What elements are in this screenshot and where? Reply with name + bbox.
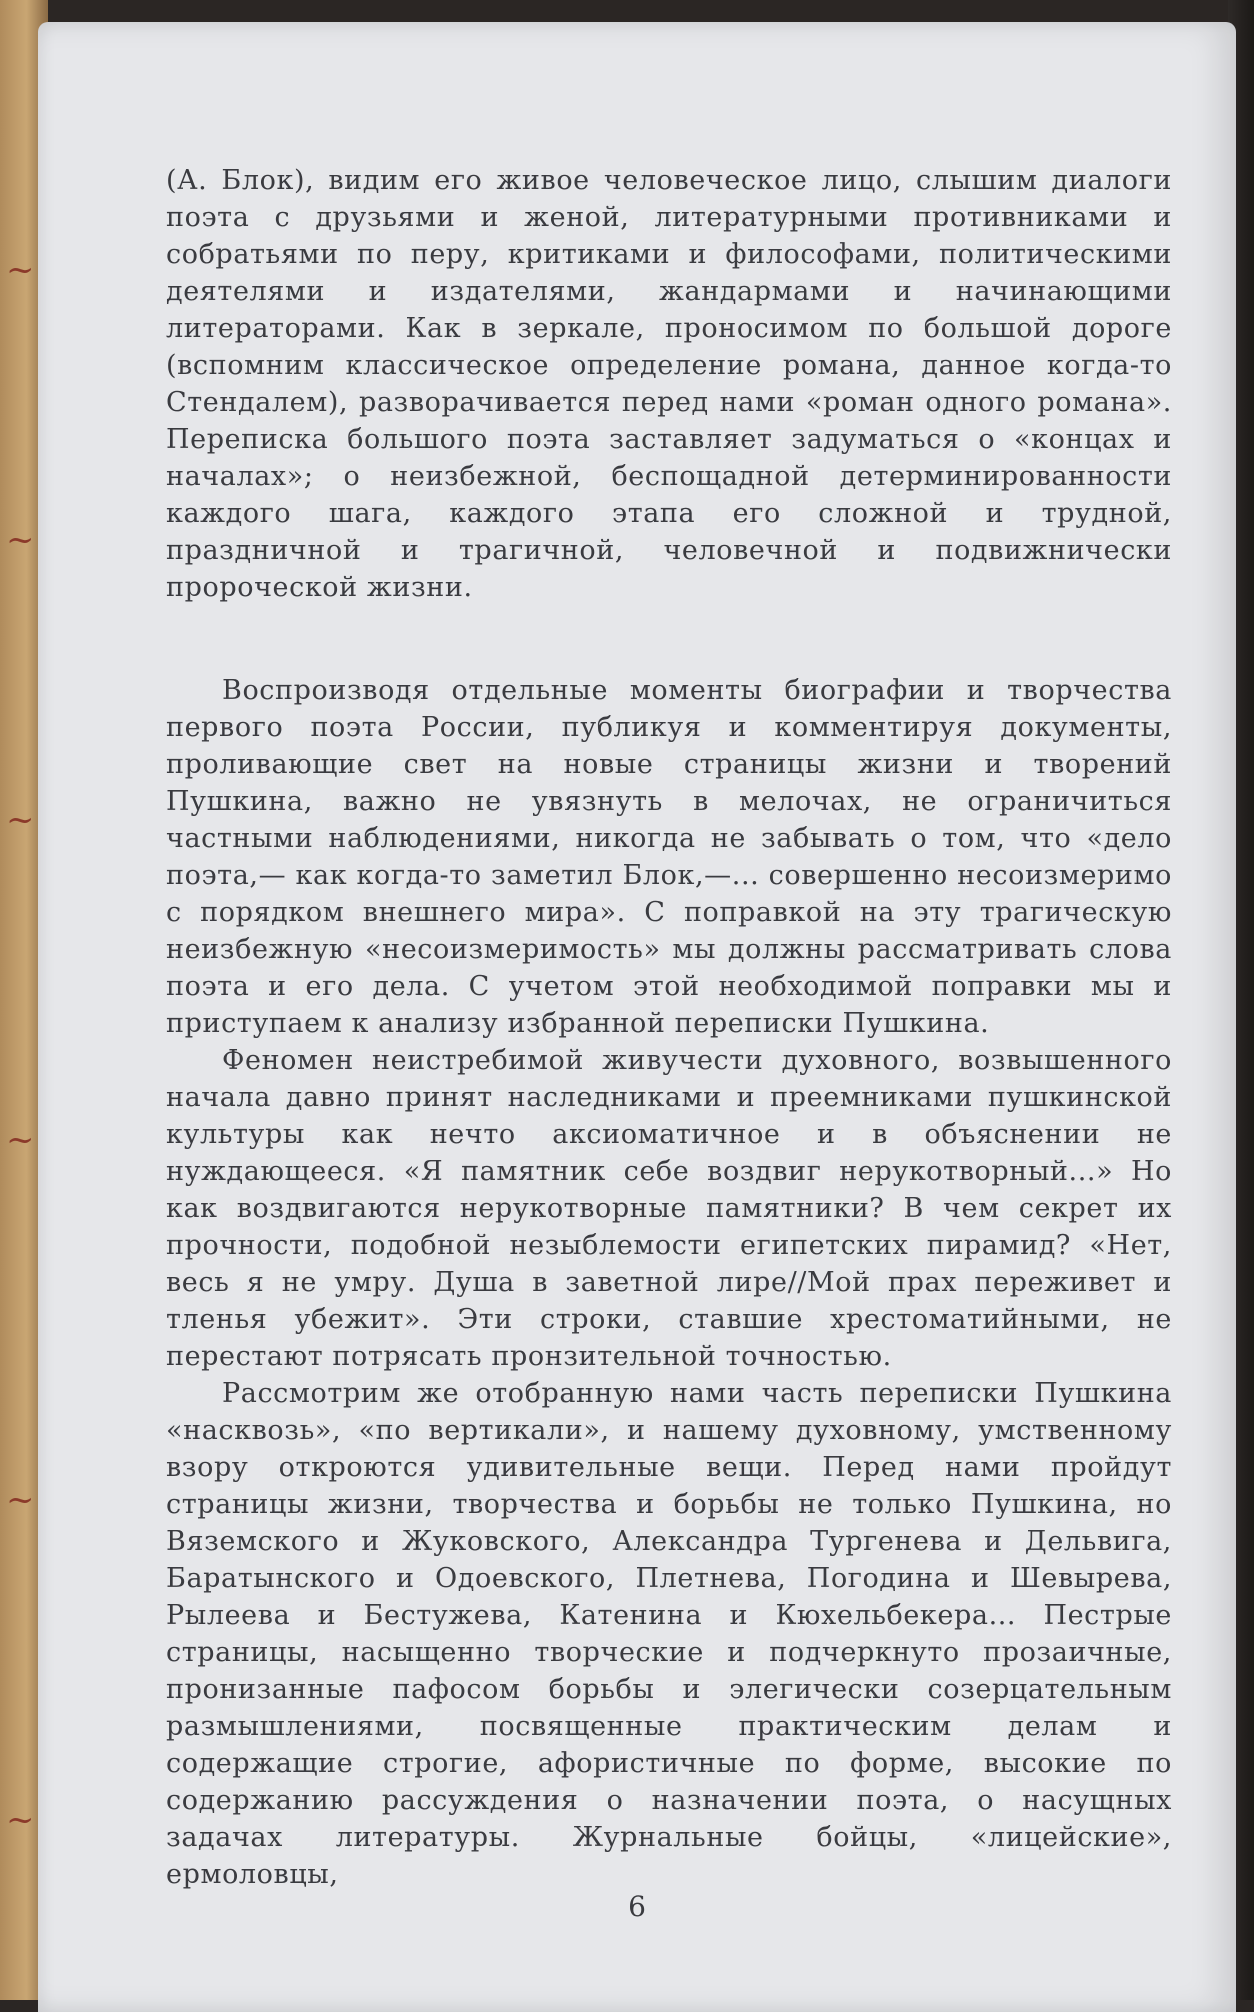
handwriting-mark: ~: [6, 800, 35, 840]
main-text-block: [166, 672, 1172, 1893]
page-number: 6: [628, 1890, 646, 1923]
handwriting-mark: ~: [6, 1800, 35, 1840]
handwriting-mark: ~: [6, 520, 35, 560]
handwriting-mark: ~: [6, 250, 35, 290]
paragraph-continued: (А. Блок), видим его живое человеческое лицо, слышим диалоги поэта с друзьями и женой, литературными противниками и собратьями по перу, критиками и философами, политическими деятелями и издателями, жандармами и начинающими литераторами. Как в зеркале, проносимом по большой дороге (вспомним классическое определение романа, данное когда-то Стендалем), разворачивается перед нами «роман одного романа». Переписка большого поэта заставляет задуматься о «концах и началах»; о неизбежной, беспощадной детерминированности каждого шага, каждого этапа его сложной и трудной, праздничной и трагичной, человечной и подвижнически пророческой жизни.: [166, 165, 1172, 603]
handwriting-mark: ~: [6, 1120, 35, 1160]
book-page: [38, 22, 1236, 2012]
handwriting-mark: ~: [6, 1480, 35, 1520]
paragraph-1: Воспроизводя отдельные моменты биографии и творчества первого поэта России, публикуя и комментируя документы, проливающие свет на новые страницы жизни и творений Пушкина, важно не увязнуть в мелочах, не ограничиться частными наблюдениями, никогда не забывать о том, что «дело поэта,— как когда-то заметил Блок,—... совершенно несоизмеримо с порядком внешнего мира». С поправкой на эту трагическую неизбежную «несоизмеримость» мы должны рассматривать слова поэта и его дела. С учетом этой необходимой поправки мы и приступаем к анализу избранной переписки Пушкина.: [166, 675, 1172, 1039]
paragraph-2: Феномен неистребимой живучести духовного, возвышенного начала давно принят наследниками и преемниками пушкинской культуры как нечто аксиоматичное и в объяснении не нуждающееся. «Я памятник себе воздвиг нерукотворный...» Но как воздвигаются нерукотворные памятники? В чем секрет их прочности, подобной незыблемости египетских пирамид? «Нет, весь я не умру. Душа в заветной лире//Мой прах переживет и тленья убежит». Эти строки, ставшие хрестоматийными, не перестают потрясать пронзительной точностью.: [166, 1045, 1172, 1372]
paragraph-3: Рассмотрим же отобранную нами часть переписки Пушкина «насквозь», «по вертикали», и нашему духовному, умственному взору откроются удивительные вещи. Перед нами пройдут страницы жизни, творчества и борьбы не только Пушкина, но Вяземского и Жуковского, Александра Тургенева и Дельвига, Баратынского и Одоевского, Плетнева, Погодина и Шевырева, Рылеева и Бестужева, Катенина и Кюхельбекера... Пестрые страницы, насыщенно творческие и подчеркнуто прозаичные, пронизанные пафосом борьбы и элегически созерцательным размышлениями, посвященные практическим делам и содержащие строгие, афористичные по форме, высокие по содержанию рассуждения о назначении поэта, о насущных задачах литературы. Журнальные бойцы, «лицейские», ермоловцы,: [166, 1378, 1172, 1890]
top-text-block: [166, 162, 1172, 606]
